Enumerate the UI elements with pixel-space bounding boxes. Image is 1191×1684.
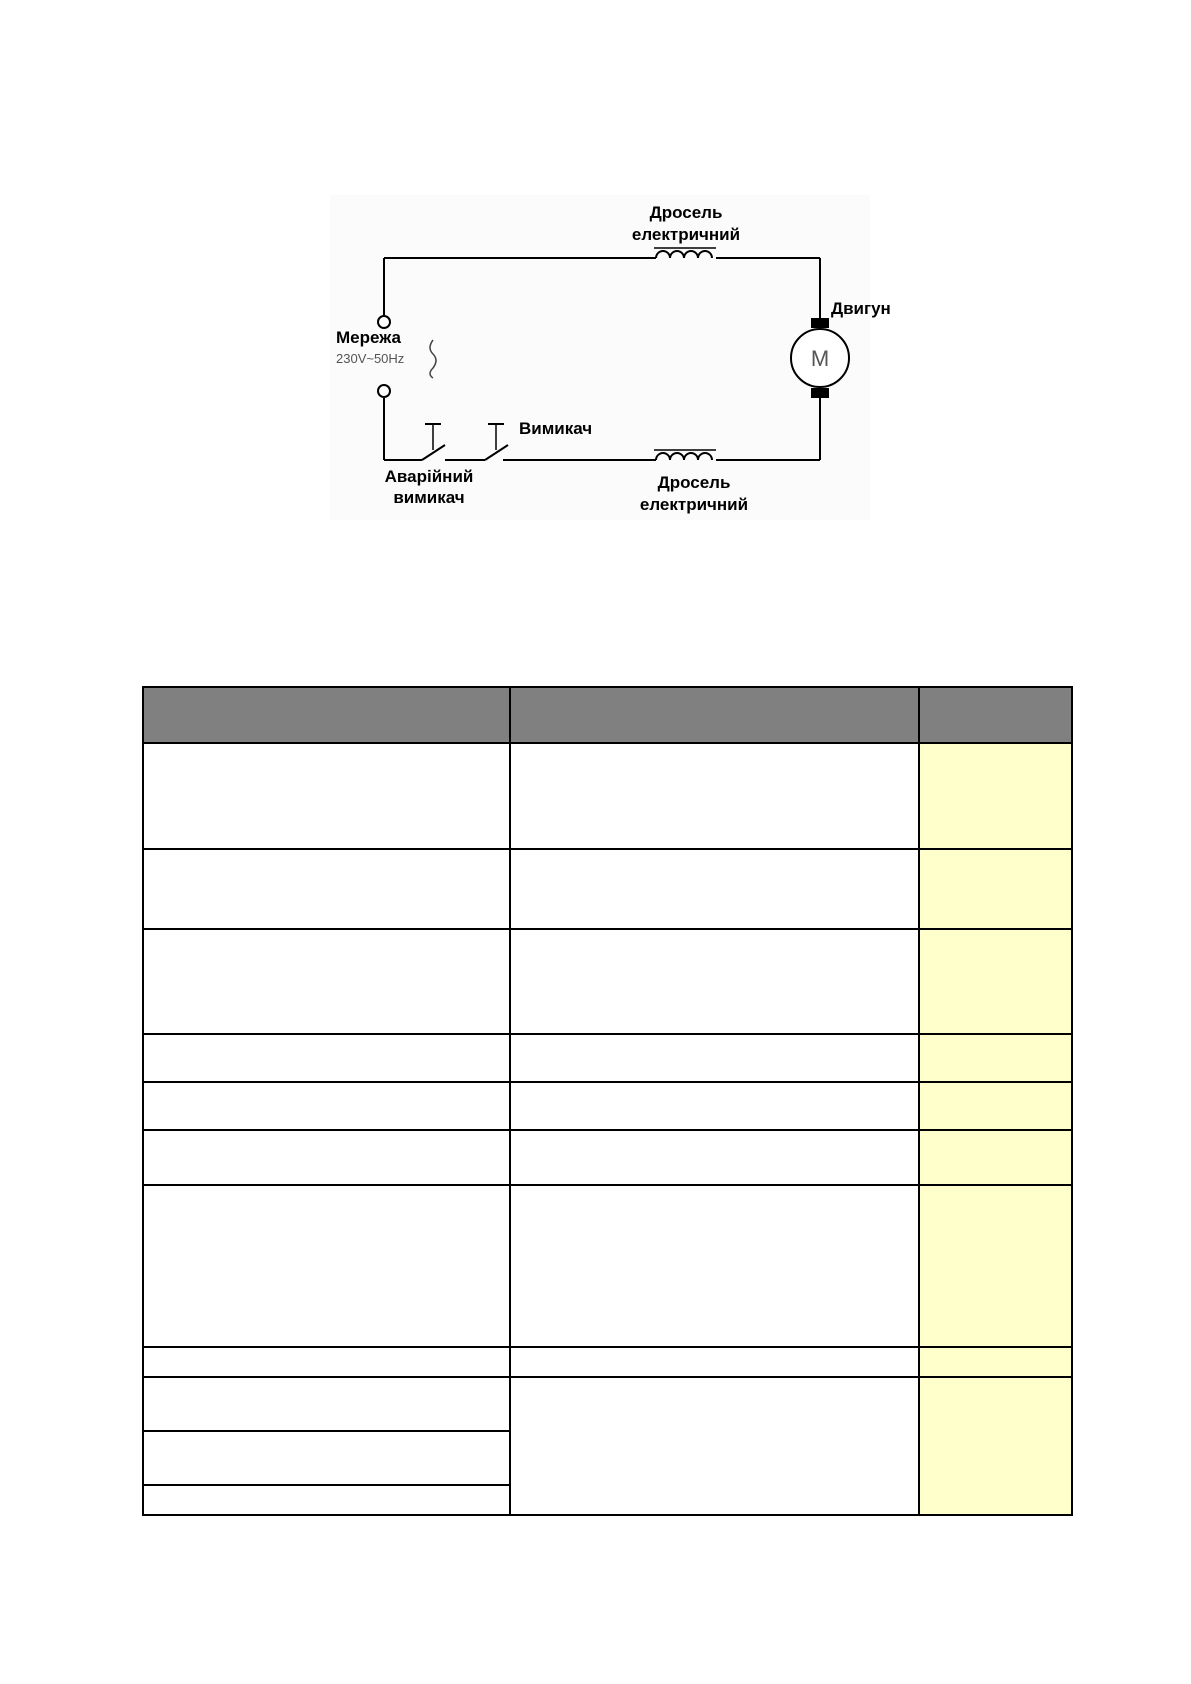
table-row [143,929,1072,1034]
table-merged-value-cell [919,1377,1072,1515]
table-cell [510,743,919,849]
motor-label: Двигун [831,299,891,318]
table-row [143,849,1072,929]
table-cell [510,929,919,1034]
table-value-cell [919,743,1072,849]
table-value-cell [919,1130,1072,1185]
table-cell [143,1485,510,1515]
table-row [143,1130,1072,1185]
table-row [143,1347,1072,1377]
table-cell [143,849,510,929]
table-header-row [143,687,1072,743]
bottom-choke-label-line2: електричний [639,495,749,514]
table-cell [143,1347,510,1377]
table-cell [510,1082,919,1130]
mains-terminal-bottom [378,385,390,397]
table-cell [143,1377,510,1431]
table-cell [510,1347,919,1377]
header-cell-parameter [143,687,510,743]
motor-brush-top [811,318,829,328]
table-row [143,1377,1072,1431]
table-value-cell [919,1034,1072,1082]
table-cell [510,1034,919,1082]
top-choke-label-line2: електричний [631,225,741,244]
motor-brush-bottom [811,388,829,398]
table-cell [510,849,919,929]
table-merged-cell [510,1377,919,1515]
header-cell-description [510,687,919,743]
table-cell [143,1431,510,1485]
emergency-switch-label-line2: вимикач [393,488,465,507]
spec-table [142,686,1073,1516]
table-row [143,1034,1072,1082]
table-cell [510,1185,919,1347]
table-value-cell [919,1082,1072,1130]
mains-label: Мережа [336,328,401,347]
mains-terminal-top [378,316,390,328]
motor-symbol: M [810,346,830,371]
table-cell [143,1185,510,1347]
table-cell [143,1034,510,1082]
emergency-switch-label-line1: Аварійний [384,467,474,486]
table-cell [143,929,510,1034]
table-row [143,1082,1072,1130]
mains-rating: 230V~50Hz [336,351,405,366]
table-cell [143,743,510,849]
table-value-cell [919,849,1072,929]
top-choke-label-line1: Дросель [649,203,723,222]
table-row [143,1185,1072,1347]
table-row [143,743,1072,849]
header-cell-value [919,687,1072,743]
table-cell [143,1130,510,1185]
table-cell [510,1130,919,1185]
switch-label: Вимикач [519,419,593,438]
table-value-cell [919,929,1072,1034]
wiring-diagram [0,0,1191,560]
bottom-choke-label-line1: Дросель [657,473,731,492]
table-value-cell [919,1185,1072,1347]
table-cell [143,1082,510,1130]
table-value-cell [919,1347,1072,1377]
